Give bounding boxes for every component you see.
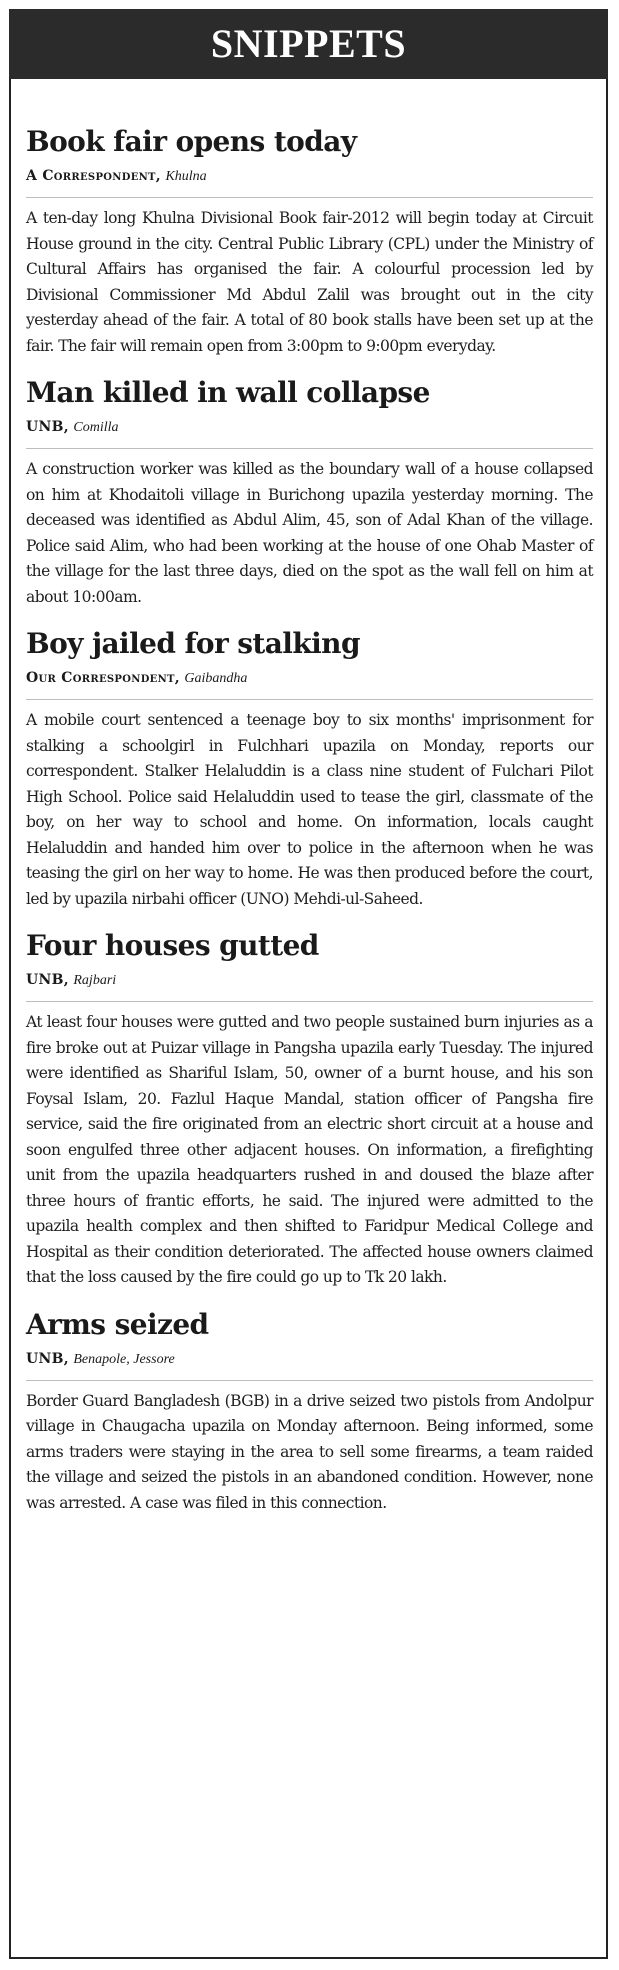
story-arms-seized	[26, 1307, 593, 1517]
byline-source: UNB,	[26, 419, 69, 435]
story-headline: Book fair opens today	[26, 125, 357, 158]
byline-place: Comilla	[73, 420, 119, 435]
story-body: A mobile court sentenced a teenage boy to six months' imprisonment for stalking a schoolgirl in Fulchhari upazila on Monday, reports our correspondent. Stalker Helaluddin is a class nine student of Fulchari Pilot High School. Police said Helaluddin used to tease the girl, classmate of the boy, on her way to school and home. On information, locals caught Helaluddin and handed him over to police in the afternoon when he was teasing the girl on her way to home. He was then produced before the court, led by upazila nirbahi officer (UNO) Mehdi-ul-Saheed.	[26, 711, 593, 908]
story-spacer	[26, 1291, 593, 1307]
story-byline	[26, 1349, 593, 1370]
byline-source: UNB,	[26, 972, 69, 988]
section-banner	[9, 9, 608, 79]
story-byline	[26, 417, 593, 438]
byline-divider	[26, 448, 593, 449]
story-headline: Boy jailed for stalking	[26, 627, 360, 660]
byline-divider	[26, 197, 593, 198]
snippets-column	[26, 124, 593, 1516]
story-byline	[26, 166, 593, 187]
story-body: A construction worker was killed as the boundary wall of a house collapsed on him at Khodaitoli village in Burichong upazila yesterday morning. The deceased was identified as Abdul Alim, 45, son of Adal Khan of the village. Police said Alim, who had been working at the house of one Ohab Master of the village for the last three days, died on the spot as the wall fell on him at about 10:00am.	[26, 460, 593, 606]
story-spacer	[26, 359, 593, 375]
byline-place: Gaibandha	[184, 671, 248, 686]
byline-source: A Correspondent,	[26, 168, 161, 184]
story-byline	[26, 970, 593, 991]
story-headline: Man killed in wall collapse	[26, 376, 430, 409]
byline-source: Our Correspondent,	[26, 670, 180, 686]
byline-divider	[26, 699, 593, 700]
byline-divider	[26, 1380, 593, 1381]
story-body: Border Guard Bangladesh (BGB) in a drive seized two pistols from Andolpur village in Chaugacha upazila on Monday afternoon. Being informed, some arms traders were staying in the area to sell some firearms, a team raided the village and seized the pistols in an abandoned condition. However, none was arrested. A case was filed in this connection.	[26, 1391, 593, 1512]
byline-divider	[26, 1001, 593, 1002]
section-title: SNIPPETS	[210, 21, 407, 66]
story-headline: Arms seized	[26, 1307, 209, 1341]
byline-place: Khulna	[165, 169, 207, 184]
story-byline	[26, 668, 593, 689]
story-book-fair	[26, 124, 593, 359]
byline-source: UNB,	[26, 1350, 69, 1367]
story-stalking	[26, 626, 593, 912]
story-wall-collapse	[26, 375, 593, 610]
story-houses-gutted	[26, 928, 593, 1291]
byline-place: Rajbari	[73, 973, 117, 988]
story-headline: Four houses gutted	[26, 929, 319, 962]
story-body: A ten-day long Khulna Divisional Book fair-2012 will begin today at Circuit House ground in the city. Central Public Library (CPL) under the Ministry of Cultural Affairs has organised the fair. A colourful procession led by Divisional Commissioner Md Abdul Zalil was brought out in the city yesterday ahead of the fair. A total of 80 book stalls have been set up at the fair. The fair will remain open from 3:00pm to 9:00pm everyday.	[26, 209, 593, 355]
story-body: At least four houses were gutted and two people sustained burn injuries as a fire broke out at Puizar village in Pangsha upazila early Tuesday. The injured were identified as Shariful Islam, 50, owner of a burnt house, and his son Foysal Islam, 20. Fazlul Haque Mandal, station officer of Pangsha fire service, said the fire originated from an electric short circuit at a house and soon engulfed three other adjacent houses. On information, a firefighting unit from the upazila headquarters rushed in and doused the blaze after three hours of frantic efforts, he said. The injured were admitted to the upazila health complex and then shifted to Faridpur Medical College and Hospital as their condition deteriorated. The affected house owners claimed that the loss caused by the fire could go up to Tk 20 lakh.	[26, 1013, 593, 1286]
byline-place: Benapole, Jessore	[73, 1351, 175, 1367]
story-spacer	[26, 912, 593, 928]
story-spacer	[26, 610, 593, 626]
